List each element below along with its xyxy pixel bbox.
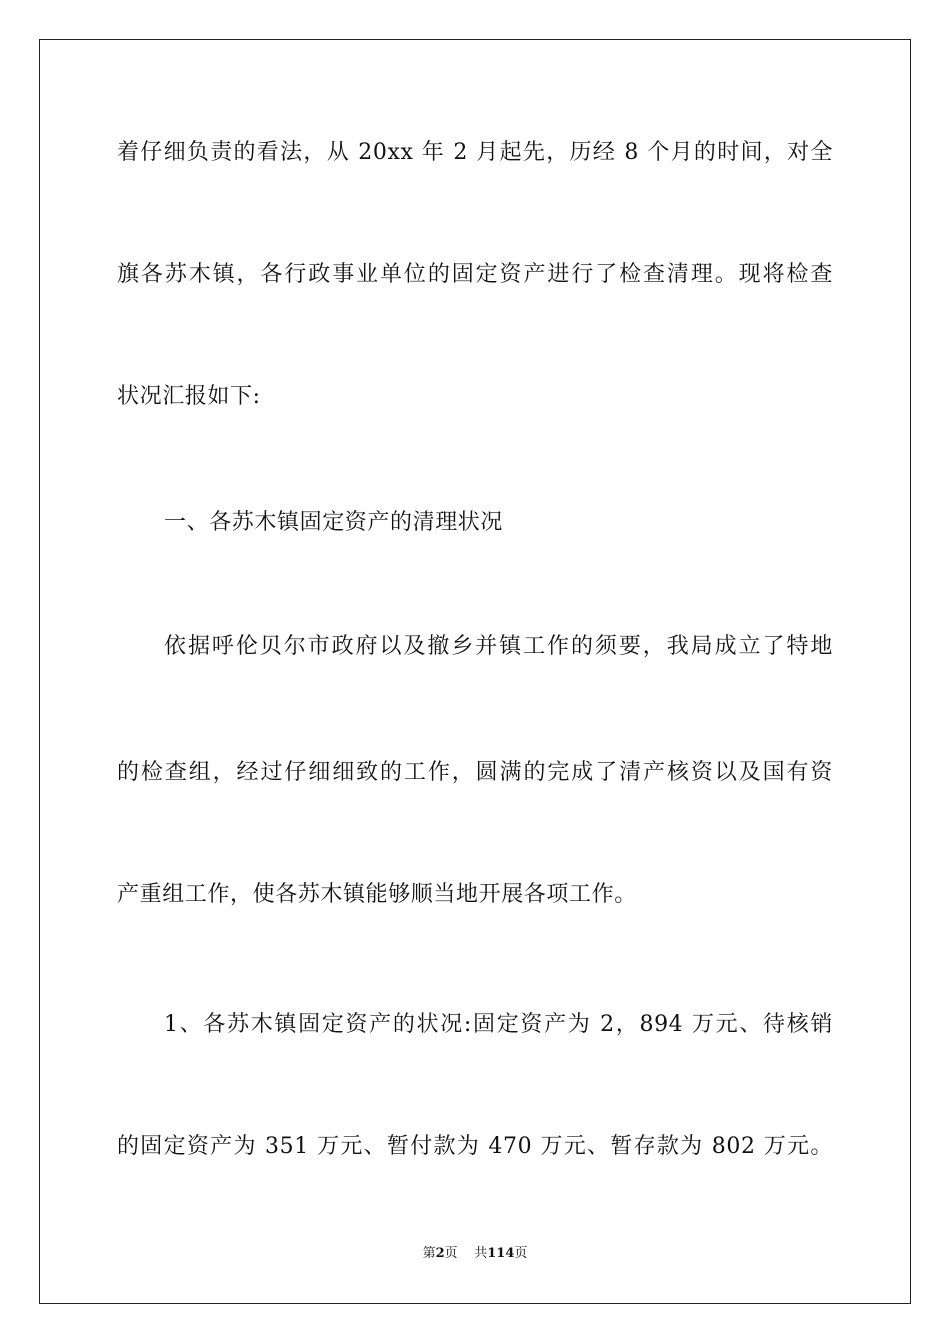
body-line-5: 依据呼伦贝尔市政府以及撤乡并镇工作的须要，我局成立了特地	[164, 634, 833, 659]
footer-total-pages: 114	[487, 1246, 515, 1261]
footer-total-prefix: 共	[474, 1246, 488, 1261]
section-heading: 一、各苏木镇固定资产的清理状况	[164, 510, 504, 535]
body-line-3: 状况汇报如下:	[117, 384, 261, 409]
body-line-8: 1、各苏木镇固定资产的状况:固定资产为 2，894 万元、待核销	[164, 1012, 833, 1037]
body-line-7: 产重组工作，使各苏木镇能够顺当地开展各项工作。	[117, 882, 637, 907]
footer-page-suffix: 页	[444, 1246, 458, 1261]
body-line-2: 旗各苏木镇，各行政事业单位的固定资产进行了检查清理。现将检查	[117, 262, 833, 287]
page-border	[39, 39, 911, 1304]
body-line-9: 的固定资产为 351 万元、暂付款为 470 万元、暂存款为 802 万元。	[117, 1134, 833, 1159]
footer-page-number: 2	[435, 1246, 445, 1261]
page-footer	[0, 1245, 950, 1263]
body-line-1: 着仔细负责的看法，从 20xx 年 2 月起先，历经 8 个月的时间，对全	[117, 140, 833, 165]
body-line-6: 的检查组，经过仔细细致的工作，圆满的完成了清产核资以及国有资	[117, 760, 833, 785]
footer-total-suffix: 页	[514, 1246, 528, 1261]
footer-page-prefix: 第	[422, 1246, 436, 1261]
